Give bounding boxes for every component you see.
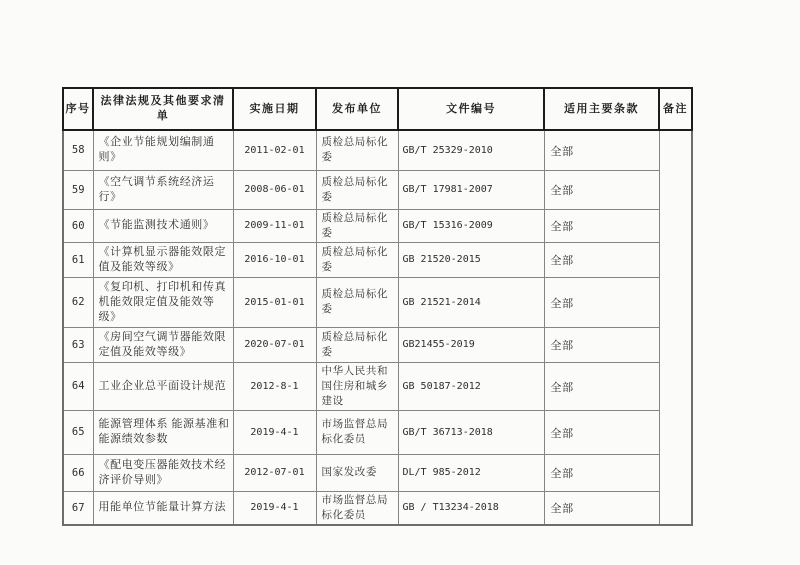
column-header-name: 法律法规及其他要求清单 (93, 88, 233, 130)
cell-name: 《空气调节系统经济运行》 (93, 170, 233, 209)
cell-date: 2019-4-1 (233, 491, 316, 525)
cell-publisher: 国家发改委 (316, 454, 398, 491)
column-header-publisher: 发布单位 (316, 88, 398, 130)
cell-clause: 全部 (544, 277, 659, 327)
cell-doc: GB / T13234-2018 (398, 491, 544, 525)
cell-no: 61 (63, 242, 93, 277)
cell-no: 58 (63, 130, 93, 170)
notes-column-cell (659, 130, 692, 525)
cell-doc: GB/T 25329-2010 (398, 130, 544, 170)
cell-name: 《配电变压器能效技术经济评价导则》 (93, 454, 233, 491)
cell-date: 2020-07-01 (233, 327, 316, 362)
column-header-date: 实施日期 (233, 88, 316, 130)
cell-publisher: 质检总局标化委 (316, 277, 398, 327)
cell-publisher: 质检总局标化委 (316, 242, 398, 277)
cell-no: 63 (63, 327, 93, 362)
header-row (63, 88, 692, 130)
cell-clause: 全部 (544, 454, 659, 491)
cell-publisher: 质检总局标化委 (316, 209, 398, 242)
cell-publisher: 中华人民共和国住房和城乡建设 (316, 362, 398, 410)
table-body (63, 130, 692, 525)
cell-no: 60 (63, 209, 93, 242)
column-header-doc: 文件编号 (398, 88, 544, 130)
cell-clause: 全部 (544, 170, 659, 209)
cell-date: 2015-01-01 (233, 277, 316, 327)
table-row (63, 362, 692, 410)
cell-date: 2011-02-01 (233, 130, 316, 170)
cell-name: 《房间空气调节器能效限定值及能效等级》 (93, 327, 233, 362)
cell-doc: GB 50187-2012 (398, 362, 544, 410)
cell-no: 64 (63, 362, 93, 410)
cell-date: 2019-4-1 (233, 410, 316, 454)
table-row (63, 170, 692, 209)
cell-date: 2012-07-01 (233, 454, 316, 491)
table-row (63, 410, 692, 454)
cell-clause: 全部 (544, 362, 659, 410)
cell-date: 2016-10-01 (233, 242, 316, 277)
table-row (63, 277, 692, 327)
cell-no: 66 (63, 454, 93, 491)
cell-clause: 全部 (544, 491, 659, 525)
table-row (63, 242, 692, 277)
cell-publisher: 市场监督总局标化委员 (316, 410, 398, 454)
table-row (63, 491, 692, 525)
cell-name: 《复印机、打印机和传真机能效限定值及能效等级》 (93, 277, 233, 327)
cell-no: 59 (63, 170, 93, 209)
table-row (63, 327, 692, 362)
cell-clause: 全部 (544, 242, 659, 277)
cell-publisher: 市场监督总局标化委员 (316, 491, 398, 525)
column-header-note: 备注 (659, 88, 692, 130)
cell-doc: GB21455-2019 (398, 327, 544, 362)
cell-no: 65 (63, 410, 93, 454)
cell-name: 《企业节能规划编制通则》 (93, 130, 233, 170)
cell-doc: GB 21520-2015 (398, 242, 544, 277)
cell-name: 用能单位节能量计算方法 (93, 491, 233, 525)
cell-clause: 全部 (544, 130, 659, 170)
cell-doc: GB/T 36713-2018 (398, 410, 544, 454)
cell-name: 能源管理体系 能源基准和能源绩效参数 (93, 410, 233, 454)
cell-publisher: 质检总局标化委 (316, 327, 398, 362)
cell-publisher: 质检总局标化委 (316, 130, 398, 170)
cell-doc: GB 21521-2014 (398, 277, 544, 327)
cell-doc: GB/T 15316-2009 (398, 209, 544, 242)
cell-no: 67 (63, 491, 93, 525)
cell-clause: 全部 (544, 410, 659, 454)
cell-name: 工业企业总平面设计规范 (93, 362, 233, 410)
column-header-clause: 适用主要条款 (544, 88, 659, 130)
table-row (63, 209, 692, 242)
cell-doc: GB/T 17981-2007 (398, 170, 544, 209)
cell-date: 2008-06-01 (233, 170, 316, 209)
cell-date: 2012-8-1 (233, 362, 316, 410)
cell-name: 《节能监测技术通则》 (93, 209, 233, 242)
cell-clause: 全部 (544, 209, 659, 242)
cell-no: 62 (63, 277, 93, 327)
cell-clause: 全部 (544, 327, 659, 362)
cell-date: 2009-11-01 (233, 209, 316, 242)
cell-publisher: 质检总局标化委 (316, 170, 398, 209)
column-header-no: 序号 (63, 88, 93, 130)
cell-doc: DL/T 985-2012 (398, 454, 544, 491)
table-row (63, 454, 692, 491)
table-row (63, 130, 692, 170)
cell-name: 《计算机显示器能效限定值及能效等级》 (93, 242, 233, 277)
regulations-table (62, 87, 693, 526)
